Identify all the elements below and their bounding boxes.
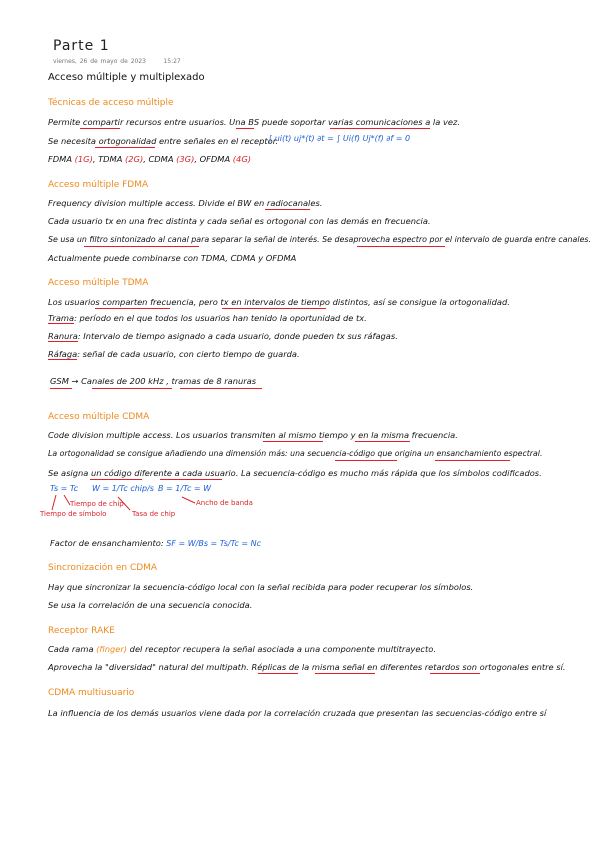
fdma-line4: Actualmente puede combinarse con TDMA, CDMA y OFDMA <box>48 253 297 263</box>
fdma-line2: Cada usuario tx en una frec distinta y cada señal es ortogonal con las demás en frecuencia. <box>48 216 431 226</box>
tecnicas-line3: FDMA (1G), TDMA (2G), CDMA (3G), OFDMA (4G) <box>48 154 251 164</box>
rake-line2: Aprovecha la "diversidad" natural del multipath. Réplicas de la misma señal en diferentes retardos son ortogonales entre sí. <box>48 662 566 672</box>
tdma-line2: Trama: período en el que todos los usuarios han tenido la oportunidad de tx. <box>48 313 367 323</box>
cdma-formula-ts: Ts = Tc <box>50 484 79 493</box>
main-heading: Acceso múltiple y multiplexado <box>48 72 205 83</box>
tdma-line1: Los usuarios comparten frecuencia, pero tx en intervalos de tiempo distintos, así se consigue la ortogonalidad. <box>48 297 510 307</box>
date-text: viernes, 26 de mayo de 2023 <box>53 58 146 65</box>
multi-line1: La influencia de los demás usuarios viene dada por la correlación cruzada que presentan las secuencias-código entre sí <box>48 708 547 718</box>
label-tiempo-chip: Tiempo de chip <box>70 500 124 508</box>
factor-ensanchamiento: Factor de ensanchamiento: SF = W/Bs = Ts/Tc = Nc <box>50 538 262 548</box>
tdma-line3: Ranura: Intervalo de tiempo asignado a cada usuario, donde pueden tx sus ráfagas. <box>48 331 398 341</box>
section-title-cdma: Acceso múltiple CDMA <box>48 412 150 422</box>
section-title-tecnicas: Técnicas de acceso múltiple <box>48 98 174 108</box>
section-title-sincronizacion: Sincronización en CDMA <box>48 563 158 573</box>
label-tasa-chip: Tasa de chip <box>132 510 176 518</box>
section-title-rake: Receptor RAKE <box>48 626 115 636</box>
tecnicas-line1: Permite compartir recursos entre usuarios. Una BS puede soportar varias comunicaciones a la vez. <box>48 117 460 127</box>
fdma-line3: Se usa un filtro sintonizado al canal para separar la señal de interés. Se desaprovecha espectro por el intervalo de guarda entre canales. <box>48 235 592 244</box>
cdma-line1: Code division multiple access. Los usuarios transmiten al mismo tiempo y en la misma frecuencia. <box>48 430 458 440</box>
tecnicas-line2: Se necesita ortogonalidad entre señales en el receptor. <box>48 136 279 146</box>
sinc-line1: Hay que sincronizar la secuencia-código local con la señal recibida para poder recuperar los símbolos. <box>48 582 474 592</box>
cdma-line2: La ortogonalidad se consigue añadiendo una dimensión más: una secuencia-código que origina un ensanchamiento espectral. <box>48 449 543 458</box>
rake-line1: Cada rama (finger) del receptor recupera la señal asociada a una componente multitrayecto. <box>48 644 436 654</box>
tdma-line4: Ráfaga: señal de cada usuario, con cierto tiempo de guarda. <box>48 349 300 359</box>
cdma-line3: Se asigna un código diferente a cada usuario. La secuencia-código es mucho más rápida que los símbolos codificados. <box>48 468 542 478</box>
orthogonality-formula: ∫ ui(t) uj*(t) ∂t = ∫ Ui(f) Uj*(f) ∂f = 0 <box>268 134 411 143</box>
section-title-fdma: Acceso múltiple FDMA <box>48 180 149 190</box>
cdma-formula-b: B = 1/Tc = W <box>158 484 212 493</box>
page-title: Parte 1 <box>53 38 110 54</box>
section-title-tdma: Acceso múltiple TDMA <box>48 278 149 288</box>
gsm-note: GSM → Canales de 200 kHz , tramas de 8 ranuras <box>50 376 257 386</box>
label-tiempo-simbolo: Tiempo de símbolo <box>40 510 107 518</box>
fdma-line1: Frequency division multiple access. Divide el BW en radiocanales. <box>48 198 323 208</box>
cdma-formula-w: W = 1/Tc chip/s <box>92 484 154 493</box>
section-title-multiusuario: CDMA multiusuario <box>48 688 135 698</box>
label-ancho-banda: Ancho de banda <box>196 499 253 507</box>
sinc-line2: Se usa la correlación de una secuencia conocida. <box>48 600 253 610</box>
time-text: 15:27 <box>163 58 181 65</box>
